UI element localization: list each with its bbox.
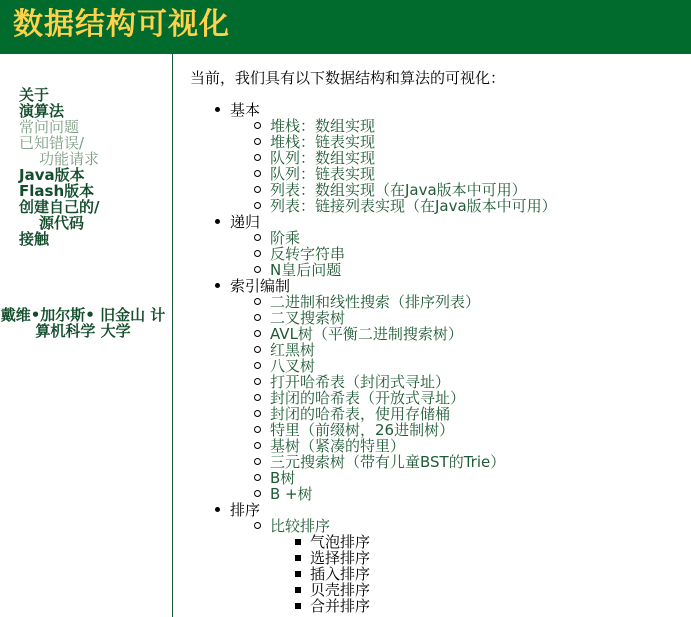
sort-link[interactable]: 气泡排序 [310, 533, 371, 551]
visualization-link[interactable]: 八叉树 [270, 357, 316, 375]
visualization-item [230, 326, 685, 342]
visualization-item [230, 454, 685, 470]
main-content [190, 68, 685, 614]
visualization-item [230, 294, 685, 310]
category-item [190, 102, 685, 214]
category-label: 递归 [230, 213, 261, 231]
visualization-item [230, 230, 685, 246]
visualization-link[interactable]: 队列：数组实现 [270, 149, 376, 167]
visualization-link[interactable]: N皇后问题 [270, 261, 342, 279]
visualization-link[interactable]: 堆栈：数组实现 [270, 117, 376, 135]
visualization-link[interactable]: 比较排序 [270, 517, 331, 535]
visualization-item [230, 390, 685, 406]
visualization-list [230, 518, 685, 614]
sidebar-link[interactable] [19, 167, 169, 183]
visualization-link[interactable]: 反转字符串 [270, 245, 346, 263]
sort-item [270, 582, 685, 598]
sidebar-link-label: Java版本 [19, 166, 85, 184]
sort-link[interactable]: 插入排序 [310, 565, 371, 583]
visualization-link[interactable]: 列表：链接列表实现（在Java版本中可用） [270, 197, 557, 215]
sidebar-link-label: Flash版本 [19, 182, 95, 200]
sort-item [270, 534, 685, 550]
visualization-item [230, 406, 685, 422]
sidebar-link[interactable] [19, 119, 169, 135]
sidebar-nav [19, 87, 169, 247]
visualization-list [230, 118, 685, 214]
visualization-link[interactable]: 阶乘 [270, 229, 301, 247]
sort-link[interactable]: 选择排序 [310, 549, 371, 567]
visualization-item [230, 438, 685, 454]
category-label: 基本 [230, 101, 261, 119]
visualization-link[interactable]: 二进制和线性搜索（排序列表） [270, 293, 481, 311]
visualization-list [230, 230, 685, 278]
category-list [190, 102, 685, 614]
sidebar-link[interactable] [19, 87, 169, 103]
sidebar [0, 54, 173, 617]
visualization-link[interactable]: 队列：链表实现 [270, 165, 376, 183]
visualization-link[interactable]: AVL树（平衡二进制搜索树） [270, 325, 463, 343]
category-item [190, 214, 685, 278]
visualization-item [230, 422, 685, 438]
sidebar-link-label: 常问问题 [19, 118, 80, 136]
visualization-link[interactable]: 三元搜索树（带有儿童BST的Trie） [270, 453, 506, 471]
visualization-item [230, 470, 685, 486]
visualization-item [230, 182, 685, 198]
sidebar-link-label: 创建自己的/ [19, 198, 100, 216]
sidebar-link-label: 关于 [19, 86, 50, 104]
visualization-link[interactable]: 堆栈：链表实现 [270, 133, 376, 151]
sort-link[interactable]: 贝壳排序 [310, 581, 371, 599]
sidebar-link[interactable] [19, 183, 169, 199]
visualization-link[interactable]: 封闭的哈希表，使用存储桶 [270, 405, 451, 423]
sort-item [270, 598, 685, 614]
visualization-item [230, 198, 685, 214]
visualization-item [230, 342, 685, 358]
visualization-link[interactable]: 特里（前缀树，26进制树） [270, 421, 455, 439]
sidebar-link-label: 演算法 [19, 102, 65, 120]
visualization-link[interactable]: 列表：数组实现（在Java版本中可用） [270, 181, 527, 199]
sidebar-link[interactable] [19, 103, 169, 119]
visualization-link[interactable]: B树 [270, 469, 296, 487]
sort-item [270, 550, 685, 566]
visualization-item [230, 134, 685, 150]
visualization-item [230, 518, 685, 614]
school-name[interactable]: 戴维•加尔斯• 旧金山 计算机科学 大学 [0, 306, 166, 340]
visualization-link[interactable]: 基树（紧凑的特里） [270, 437, 406, 455]
category-item [190, 278, 685, 502]
visualization-item [230, 486, 685, 502]
category-label: 索引编制 [230, 277, 291, 295]
sidebar-link-label: 已知错误/ [19, 134, 85, 152]
intro-text: 当前，我们具有以下数据结构和算法的可视化： [190, 69, 506, 87]
visualization-item [230, 358, 685, 374]
category-label: 排序 [230, 501, 261, 519]
visualization-item [230, 374, 685, 390]
visualization-item [230, 166, 685, 182]
sidebar-link[interactable] [19, 199, 169, 231]
sidebar-link-label-cont: 源代码 [39, 214, 85, 232]
page-header [0, 0, 691, 54]
visualization-item [230, 262, 685, 278]
visualization-link[interactable]: 封闭的哈希表（开放式寻址） [270, 389, 466, 407]
visualization-link[interactable]: 打开哈希表（封闭式寻址） [270, 373, 451, 391]
sidebar-link-label-cont: 功能请求 [39, 150, 100, 168]
sidebar-link[interactable] [19, 231, 169, 247]
visualization-item [230, 150, 685, 166]
sort-list [270, 534, 685, 614]
category-item [190, 502, 685, 614]
visualization-list [230, 294, 685, 502]
visualization-item [230, 246, 685, 262]
visualization-link[interactable]: B +树 [270, 485, 313, 503]
visualization-item [230, 118, 685, 134]
visualization-link[interactable]: 二叉搜索树 [270, 309, 346, 327]
sidebar-link-label: 接触 [19, 230, 50, 248]
visualization-link[interactable]: 红黑树 [270, 341, 316, 359]
sidebar-link[interactable] [19, 135, 169, 167]
sort-item [270, 566, 685, 582]
visualization-item [230, 310, 685, 326]
page-title: 数据结构可视化 [13, 7, 230, 42]
sort-link[interactable]: 合并排序 [310, 597, 371, 615]
